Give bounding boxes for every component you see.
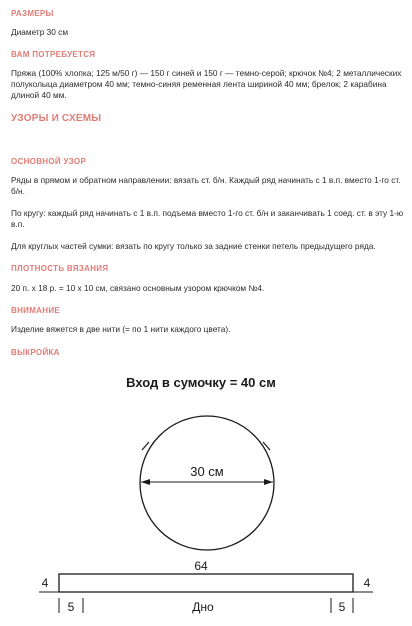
materials-heading: ВАМ ПОТРЕБУЕТСЯ [11, 50, 96, 59]
diameter-arrow-right [264, 479, 273, 485]
sizes-heading: РАЗМЕРЫ [11, 9, 54, 18]
attention-text: Изделие вяжется в две нити (= по 1 нити каждого цвета). [11, 324, 231, 334]
diameter-arrow-left [141, 479, 150, 485]
density-text: 20 п. x 18 р. = 10 x 10 см, связано основным узором крючком №4. [11, 283, 265, 293]
main-pattern-heading: ОСНОВНОЙ УЗОР [11, 157, 87, 166]
sizes-text: Диаметр 30 см [11, 27, 69, 37]
diameter-label: 30 см [190, 464, 224, 479]
density-heading: ПЛОТНОСТЬ ВЯЗАНИЯ [11, 264, 109, 273]
right-height-label: 4 [363, 576, 371, 590]
materials-text: Пряжа (100% хлопка; 125 м/50 г) — 150 г синей и 150 г — темно-серой; крючок №4; 2 металлических полуколыца диаметром 40 мм; темно-синяя ременная лента шириной 40 мм; брелок; 2 карабина длиной 40 мм. [11, 68, 402, 100]
pattern-heading: ВЫКРОЙКА [11, 348, 60, 357]
bottom-strip [59, 574, 353, 592]
bottom-center-label: Дно [192, 600, 214, 614]
bag-circle [140, 416, 274, 550]
circle-left-tick [142, 442, 149, 450]
attention-heading: ВНИМАНИЕ [11, 306, 61, 315]
main-pattern-round: По кругу: каждый ряд начинать с 1 в.п. подъема вместо 1-го ст. б/н и заканчивать 1 соед. ст. в эту 1-ю в.п. [11, 208, 404, 229]
bottom-right-label: 5 [338, 600, 346, 614]
left-height-label: 4 [41, 576, 49, 590]
rect-length-label: 64 [194, 559, 208, 573]
diagram-title: Вход в сумочку = 40 см [126, 375, 276, 390]
bottom-left-label: 5 [67, 600, 75, 614]
main-pattern-circles: Для круглых частей сумки: вязать по кругу только за задние стенки петель предыдущего ряда. [11, 241, 376, 251]
main-pattern-rows: Ряды в прямом и обратном направлении: вязать ст. б/н. Каждый ряд начинать с 1 в.п. вместо 1-го ст. б/н. [11, 175, 401, 196]
patterns-heading: УЗОРЫ И СХЕМЫ [11, 113, 102, 124]
